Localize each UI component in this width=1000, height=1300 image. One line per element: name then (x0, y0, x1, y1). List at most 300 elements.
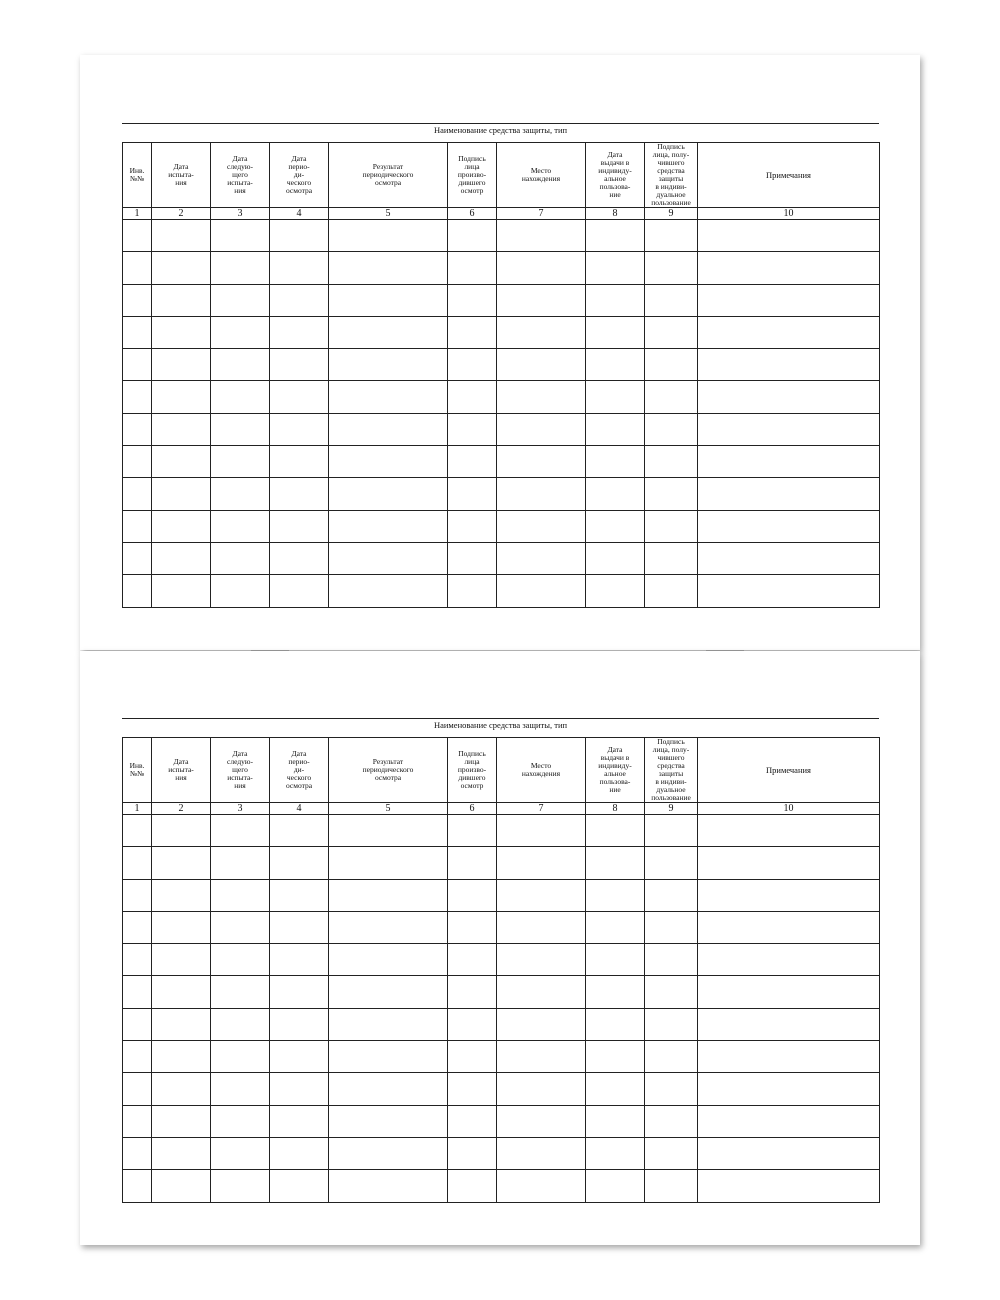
table-cell (123, 1105, 152, 1137)
col-number: 1 (123, 208, 152, 220)
col-number: 7 (497, 803, 586, 815)
table-cell (123, 349, 152, 381)
table-cell (123, 1170, 152, 1202)
table-cell (152, 1073, 211, 1105)
table-cell (152, 944, 211, 976)
table-cell (152, 815, 211, 847)
table-cell (497, 542, 586, 574)
table-cell (152, 575, 211, 607)
table-cell (123, 316, 152, 348)
table-cell (329, 1041, 448, 1073)
table-cell (698, 381, 880, 413)
table-cell (211, 478, 270, 510)
table-cell (329, 1008, 448, 1040)
col-header: Результат периодического осмотра (329, 143, 448, 208)
table-cell (645, 575, 698, 607)
table-cell (123, 381, 152, 413)
table-cell (152, 911, 211, 943)
table-row (123, 1170, 880, 1202)
table-row (123, 1137, 880, 1169)
col-header: Дата испыта- ния (152, 738, 211, 803)
table-cell (270, 413, 329, 445)
table-cell (586, 284, 645, 316)
col-header: Дата перио- ди- ческого осмотра (270, 143, 329, 208)
table-cell (497, 944, 586, 976)
table-cell (329, 381, 448, 413)
table-cell (211, 1041, 270, 1073)
table-cell (123, 542, 152, 574)
table-cell (698, 1041, 880, 1073)
table-cell (645, 349, 698, 381)
table-cell (270, 381, 329, 413)
table-cell (497, 220, 586, 252)
table-cell (123, 413, 152, 445)
table-row (123, 316, 880, 348)
table-cell (645, 879, 698, 911)
table-cell (497, 284, 586, 316)
col-number: 10 (698, 803, 880, 815)
table-cell (586, 349, 645, 381)
table-cell (586, 252, 645, 284)
table-cell (211, 944, 270, 976)
table-cell (698, 815, 880, 847)
table-row (123, 575, 880, 607)
table-cell (586, 911, 645, 943)
table-cell (497, 1041, 586, 1073)
table-cell (698, 478, 880, 510)
table-cell (586, 575, 645, 607)
table-cell (645, 1170, 698, 1202)
table-cell (211, 911, 270, 943)
col-header: Дата выдачи в индивиду- альное пользова- ние (586, 143, 645, 208)
table-cell (270, 815, 329, 847)
table-cell (645, 944, 698, 976)
table-cell (448, 575, 497, 607)
table-cell (211, 413, 270, 445)
table-cell (586, 879, 645, 911)
table-cell (448, 349, 497, 381)
table-cell (270, 1170, 329, 1202)
table-cell (211, 847, 270, 879)
table-cell (497, 575, 586, 607)
table-cell (497, 1105, 586, 1137)
table-cell (152, 349, 211, 381)
table-cell (586, 815, 645, 847)
table-cell (497, 815, 586, 847)
table-cell (698, 413, 880, 445)
table-cell (645, 1041, 698, 1073)
col-number: 9 (645, 208, 698, 220)
table-cell (270, 1041, 329, 1073)
col-number: 5 (329, 208, 448, 220)
table-cell (152, 316, 211, 348)
col-header: Подпись лица произво- дившего осмотр (448, 738, 497, 803)
table-cell (645, 542, 698, 574)
col-header: Подпись лица, полу- чившего средства защиты в индиви- дуальное пользование (645, 143, 698, 208)
table-cell (448, 381, 497, 413)
col-header: Инв. №№ (123, 738, 152, 803)
table-cell (448, 976, 497, 1008)
table-cell (270, 1137, 329, 1169)
col-header: Подпись лица, полу- чившего средства защиты в индиви- дуальное пользование (645, 738, 698, 803)
table-row (123, 1073, 880, 1105)
table-cell (152, 1170, 211, 1202)
table-row (123, 847, 880, 879)
table-cell (211, 879, 270, 911)
table-cell (586, 542, 645, 574)
table-cell (123, 446, 152, 478)
table-cell (645, 510, 698, 542)
col-header: Примечания (698, 738, 880, 803)
table-cell (448, 284, 497, 316)
table-cell (448, 1008, 497, 1040)
table-cell (211, 316, 270, 348)
table-cell (448, 510, 497, 542)
table-cell (123, 252, 152, 284)
protective-equipment-log-form (122, 718, 879, 1203)
table-cell (123, 284, 152, 316)
table-cell (211, 349, 270, 381)
col-header: Подпись лица произво- дившего осмотр (448, 143, 497, 208)
table-cell (698, 944, 880, 976)
table-cell (497, 413, 586, 445)
table-cell (448, 413, 497, 445)
table-row (123, 510, 880, 542)
table-row (123, 252, 880, 284)
table-cell (329, 1137, 448, 1169)
page-top (80, 55, 920, 650)
table-row (123, 976, 880, 1008)
table-cell (270, 575, 329, 607)
table-cell (586, 316, 645, 348)
table-cell (152, 847, 211, 879)
table-cell (698, 976, 880, 1008)
table-cell (270, 446, 329, 478)
table-cell (448, 847, 497, 879)
page-bottom (80, 651, 920, 1245)
table-cell (497, 252, 586, 284)
col-number: 4 (270, 208, 329, 220)
table-cell (270, 911, 329, 943)
table-row (123, 1008, 880, 1040)
table-cell (645, 252, 698, 284)
table-cell (123, 1041, 152, 1073)
table-cell (698, 911, 880, 943)
col-header: Дата следую- щего испыта- ния (211, 738, 270, 803)
table-cell (123, 944, 152, 976)
table-cell (211, 381, 270, 413)
table-cell (152, 478, 211, 510)
table-cell (270, 252, 329, 284)
table-row (123, 284, 880, 316)
table-cell (497, 446, 586, 478)
col-number: 10 (698, 208, 880, 220)
table-cell (211, 1073, 270, 1105)
col-header: Результат периодического осмотра (329, 738, 448, 803)
table-cell (270, 284, 329, 316)
col-header: Примечания (698, 143, 880, 208)
table-row (123, 446, 880, 478)
table-cell (448, 542, 497, 574)
col-header: Дата испыта- ния (152, 143, 211, 208)
table-row (123, 1041, 880, 1073)
table-cell (698, 879, 880, 911)
column-number-row (123, 803, 880, 815)
table-cell (497, 381, 586, 413)
table-row (123, 815, 880, 847)
table-cell (211, 1137, 270, 1169)
col-header: Дата перио- ди- ческого осмотра (270, 738, 329, 803)
table-cell (645, 1073, 698, 1105)
table-cell (211, 284, 270, 316)
table-cell (329, 847, 448, 879)
table-cell (645, 1137, 698, 1169)
table-cell (698, 542, 880, 574)
col-number: 6 (448, 803, 497, 815)
table-cell (152, 1008, 211, 1040)
table-cell (270, 510, 329, 542)
table-cell (211, 1170, 270, 1202)
table-row (123, 911, 880, 943)
table-cell (698, 446, 880, 478)
table-cell (497, 510, 586, 542)
table-cell (211, 510, 270, 542)
table-cell (152, 252, 211, 284)
table-cell (329, 944, 448, 976)
table-row (123, 944, 880, 976)
table-cell (270, 1105, 329, 1137)
table-cell (123, 879, 152, 911)
table-cell (698, 1170, 880, 1202)
table-row (123, 542, 880, 574)
table-cell (329, 220, 448, 252)
col-number: 2 (152, 803, 211, 815)
table-cell (123, 847, 152, 879)
table-cell (448, 944, 497, 976)
col-number: 8 (586, 208, 645, 220)
table-cell (645, 976, 698, 1008)
table-cell (645, 911, 698, 943)
table-cell (152, 413, 211, 445)
table-cell (152, 542, 211, 574)
table-cell (329, 911, 448, 943)
table-cell (152, 879, 211, 911)
table-row (123, 413, 880, 445)
table-cell (698, 1073, 880, 1105)
table-cell (270, 976, 329, 1008)
table-cell (329, 976, 448, 1008)
table-cell (448, 252, 497, 284)
table-cell (329, 446, 448, 478)
table-cell (329, 252, 448, 284)
table-cell (270, 944, 329, 976)
table-cell (448, 316, 497, 348)
table-cell (497, 1073, 586, 1105)
table-cell (448, 1137, 497, 1169)
table-cell (645, 284, 698, 316)
table-cell (329, 349, 448, 381)
col-number: 3 (211, 803, 270, 815)
table-cell (645, 316, 698, 348)
table-cell (211, 575, 270, 607)
table-cell (586, 944, 645, 976)
table-cell (586, 1008, 645, 1040)
table-cell (211, 446, 270, 478)
table-cell (497, 316, 586, 348)
table-cell (123, 815, 152, 847)
table-cell (586, 1105, 645, 1137)
table-cell (152, 220, 211, 252)
table-cell (645, 413, 698, 445)
table-cell (698, 316, 880, 348)
table-cell (586, 1073, 645, 1105)
table-row (123, 220, 880, 252)
table-cell (152, 446, 211, 478)
table-cell (123, 1073, 152, 1105)
table-cell (152, 381, 211, 413)
table-cell (448, 1105, 497, 1137)
table-cell (270, 542, 329, 574)
table-cell (152, 1105, 211, 1137)
col-number: 2 (152, 208, 211, 220)
table-cell (497, 478, 586, 510)
table-cell (123, 976, 152, 1008)
table-cell (497, 1137, 586, 1169)
equipment-name-caption: Наименование средства защиты, тип (122, 718, 879, 737)
protective-equipment-log-form (122, 123, 879, 608)
table-cell (645, 847, 698, 879)
col-header: Место нахождения (497, 143, 586, 208)
table-cell (123, 575, 152, 607)
table-cell (497, 349, 586, 381)
table-cell (586, 1170, 645, 1202)
table-cell (698, 1137, 880, 1169)
log-table (122, 142, 880, 608)
table-cell (586, 413, 645, 445)
table-cell (586, 847, 645, 879)
table-cell (698, 575, 880, 607)
table-cell (152, 1137, 211, 1169)
col-header: Дата выдачи в индивиду- альное пользова- ние (586, 738, 645, 803)
table-row (123, 1105, 880, 1137)
table-row (123, 879, 880, 911)
table-cell (329, 879, 448, 911)
table-row (123, 478, 880, 510)
table-cell (645, 446, 698, 478)
table-cell (586, 1137, 645, 1169)
table-cell (123, 478, 152, 510)
col-number: 7 (497, 208, 586, 220)
col-number: 3 (211, 208, 270, 220)
table-cell (586, 976, 645, 1008)
table-cell (270, 879, 329, 911)
col-number: 1 (123, 803, 152, 815)
table-cell (586, 1041, 645, 1073)
table-cell (586, 220, 645, 252)
table-cell (123, 911, 152, 943)
table-cell (211, 1008, 270, 1040)
table-cell (497, 976, 586, 1008)
col-number: 8 (586, 803, 645, 815)
col-number: 4 (270, 803, 329, 815)
table-cell (152, 976, 211, 1008)
table-cell (448, 478, 497, 510)
table-cell (270, 349, 329, 381)
table-cell (329, 1073, 448, 1105)
table-cell (645, 381, 698, 413)
table-cell (270, 316, 329, 348)
table-cell (123, 1137, 152, 1169)
table-cell (329, 510, 448, 542)
blank-rows (123, 220, 880, 608)
table-cell (211, 252, 270, 284)
col-header: Место нахождения (497, 738, 586, 803)
table-cell (123, 220, 152, 252)
table-cell (329, 478, 448, 510)
table-cell (152, 284, 211, 316)
col-number: 9 (645, 803, 698, 815)
table-cell (211, 542, 270, 574)
table-cell (211, 220, 270, 252)
table-cell (645, 1008, 698, 1040)
table-cell (698, 252, 880, 284)
table-cell (497, 1170, 586, 1202)
header-row (123, 143, 880, 208)
table-cell (448, 446, 497, 478)
col-number: 5 (329, 803, 448, 815)
table-cell (448, 1170, 497, 1202)
table-cell (329, 1170, 448, 1202)
table-cell (448, 815, 497, 847)
table-cell (698, 349, 880, 381)
table-cell (645, 815, 698, 847)
table-row (123, 381, 880, 413)
table-cell (698, 220, 880, 252)
log-table (122, 737, 880, 1203)
table-cell (448, 1041, 497, 1073)
table-cell (270, 220, 329, 252)
blank-rows (123, 815, 880, 1203)
table-cell (329, 542, 448, 574)
table-cell (586, 446, 645, 478)
table-cell (448, 1073, 497, 1105)
table-cell (586, 381, 645, 413)
table-cell (152, 1041, 211, 1073)
table-cell (698, 1008, 880, 1040)
table-cell (448, 911, 497, 943)
header-row (123, 738, 880, 803)
table-cell (497, 1008, 586, 1040)
table-cell (152, 510, 211, 542)
table-cell (645, 1105, 698, 1137)
equipment-name-caption: Наименование средства защиты, тип (122, 123, 879, 142)
table-cell (123, 1008, 152, 1040)
table-cell (270, 478, 329, 510)
col-header: Инв. №№ (123, 143, 152, 208)
col-header: Дата следую- щего испыта- ния (211, 143, 270, 208)
table-cell (329, 575, 448, 607)
table-cell (211, 1105, 270, 1137)
table-cell (329, 1105, 448, 1137)
table-cell (123, 510, 152, 542)
table-cell (497, 847, 586, 879)
table-cell (698, 847, 880, 879)
table-cell (586, 478, 645, 510)
table-cell (497, 879, 586, 911)
table-cell (497, 911, 586, 943)
col-number: 6 (448, 208, 497, 220)
table-cell (270, 847, 329, 879)
